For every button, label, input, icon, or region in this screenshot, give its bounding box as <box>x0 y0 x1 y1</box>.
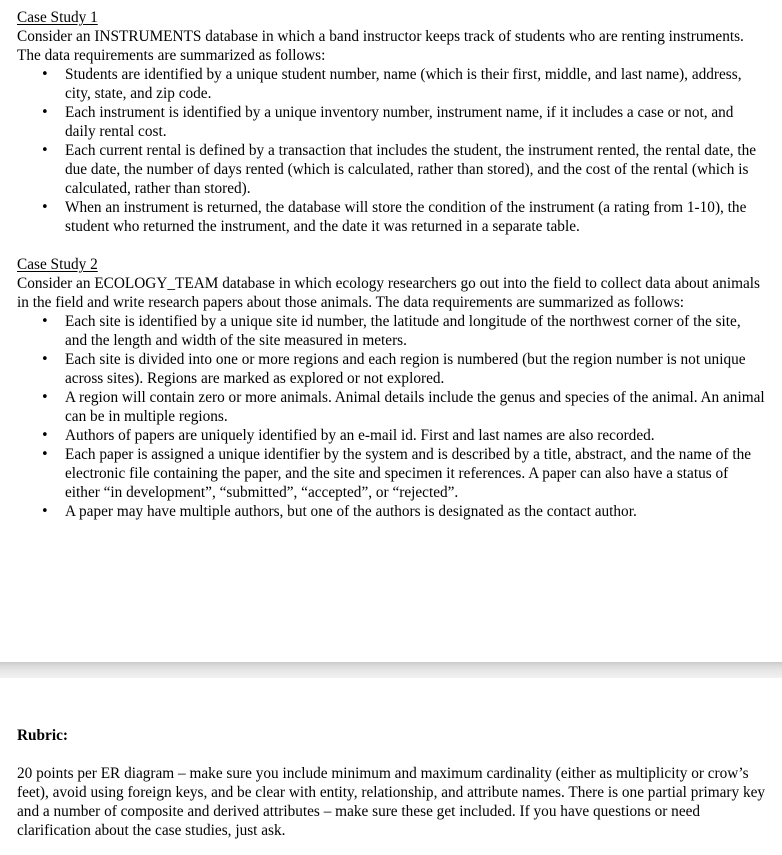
list-item: • Each site is identified by a unique site id number, the latitude and longitude of the northwest corner of the site, and the length and width of the site measured in meters. <box>65 312 766 350</box>
rubric-section <box>17 726 766 840</box>
list-item: • Each site is divided into one or more regions and each region is numbered (but the region number is not unique across sites). Regions are marked as explored or not explored. <box>65 350 766 388</box>
list-item: • When an instrument is returned, the database will store the condition of the instrument (a rating from 1-10), the student who returned the instrument, and the date it was returned in a separate table. <box>65 198 766 236</box>
document-page-2 <box>0 678 782 855</box>
list-item: • A region will contain zero or more animals. Animal details include the genus and species of the animal. An animal can be in multiple regions. <box>65 388 766 426</box>
rubric-text: 20 points per ER diagram – make sure you include minimum and maximum cardinality (either as multiplicity or crow’s feet), avoid using foreign keys, and be clear with entity, relationship, and attribute names. There is one partial primary key and a number of composite and derived attributes – make sure these get included. If you have questions or need clarification about the case studies, just ask. <box>17 765 766 839</box>
list-item: • A paper may have multiple authors, but one of the authors is designated as the contact author. <box>65 502 766 521</box>
list-item: • Students are identified by a unique student number, name (which is their first, middle, and last name), address, city, state, and zip code. <box>65 65 766 103</box>
case-study-2-heading: Case Study 2 <box>17 256 98 273</box>
case-study-2 <box>17 255 766 521</box>
list-item: • Each current rental is defined by a transaction that includes the student, the instrument rented, the rental date, the due date, the number of days rented (which is calculated, rather than stored), and the cost of the rental (which is calculated, rather than stored). <box>65 141 766 198</box>
case-study-1-requirements-list <box>17 65 766 236</box>
list-item: • Each instrument is identified by a unique inventory number, instrument name, if it includes a case or not, and daily rental cost. <box>65 103 766 141</box>
page-separator <box>0 662 782 678</box>
case-study-1 <box>17 8 766 236</box>
case-study-2-requirements-list <box>17 312 766 521</box>
rubric-title: Rubric: <box>17 727 68 744</box>
case-study-2-intro: Consider an ECOLOGY_TEAM database in which ecology researchers go out into the field to collect data about animals in the field and write research papers about those animals. The data requirements are summarized as follows: <box>17 275 760 311</box>
list-item: • Authors of papers are uniquely identified by an e-mail id. First and last names are also recorded. <box>65 426 766 445</box>
case-study-1-heading: Case Study 1 <box>17 9 98 26</box>
case-study-1-intro: Consider an INSTRUMENTS database in which a band instructor keeps track of students who are renting instruments. The data requirements are summarized as follows: <box>17 28 744 64</box>
list-item: • Each paper is assigned a unique identifier by the system and is described by a title, abstract, and the name of the electronic file containing the paper, and the site and specimen it references. A paper can also have a status of either “in development”, “submitted”, “accepted”, or “rejected”. <box>65 445 766 502</box>
